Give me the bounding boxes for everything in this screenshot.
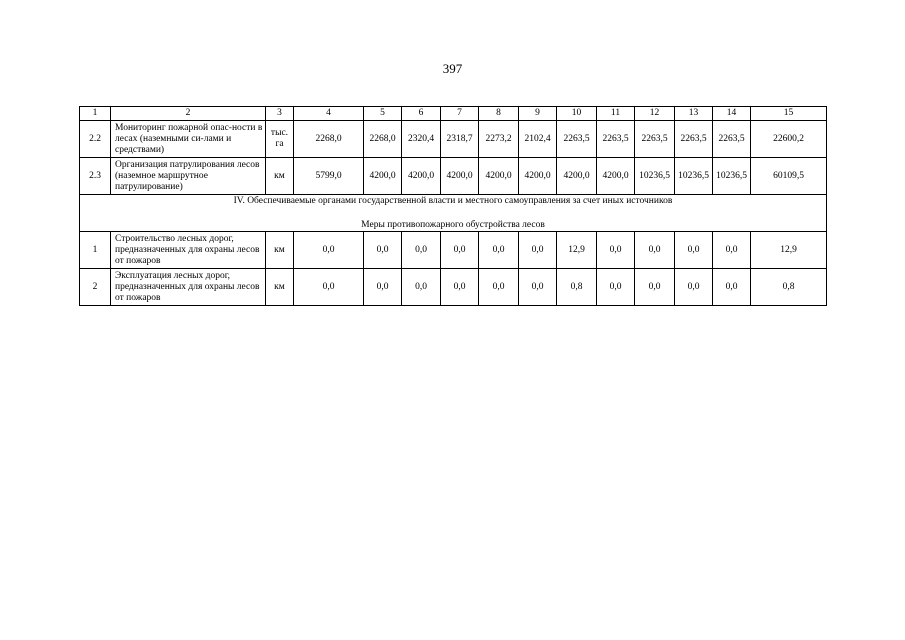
value-cell: 0,0 xyxy=(675,232,713,269)
header-cell: 12 xyxy=(635,107,675,121)
value-cell: 0,8 xyxy=(557,269,597,306)
value-cell: 0,0 xyxy=(364,232,402,269)
value-cell: 12,9 xyxy=(557,232,597,269)
row-unit: км xyxy=(266,158,294,195)
row-unit: тыс. га xyxy=(266,121,294,158)
value-cell: 4200,0 xyxy=(557,158,597,195)
value-cell: 0,0 xyxy=(597,232,635,269)
value-cell: 4200,0 xyxy=(597,158,635,195)
header-cell: 1 xyxy=(80,107,111,121)
value-cell: 0,0 xyxy=(597,269,635,306)
header-cell: 9 xyxy=(519,107,557,121)
header-cell: 6 xyxy=(402,107,441,121)
value-cell: 0,0 xyxy=(402,269,441,306)
value-cell: 0,0 xyxy=(441,269,479,306)
value-cell: 2320,4 xyxy=(402,121,441,158)
row-unit: км xyxy=(266,269,294,306)
value-cell: 10236,5 xyxy=(675,158,713,195)
value-cell: 0,0 xyxy=(294,269,364,306)
row-number: 2.2 xyxy=(80,121,111,158)
value-cell: 5799,0 xyxy=(294,158,364,195)
header-cell: 2 xyxy=(111,107,266,121)
value-cell: 0,0 xyxy=(519,232,557,269)
section-cell xyxy=(80,195,827,232)
header-cell: 7 xyxy=(441,107,479,121)
value-cell: 2263,5 xyxy=(597,121,635,158)
value-cell: 4200,0 xyxy=(364,158,402,195)
subsection-title: Меры противопожарного обустройства лесов xyxy=(361,220,545,230)
header-cell: 13 xyxy=(675,107,713,121)
value-cell: 12,9 xyxy=(751,232,827,269)
value-cell: 0,0 xyxy=(479,232,519,269)
table-row xyxy=(80,232,827,269)
value-cell: 0,0 xyxy=(635,269,675,306)
value-cell: 0,0 xyxy=(364,269,402,306)
header-cell: 4 xyxy=(294,107,364,121)
value-cell: 10236,5 xyxy=(713,158,751,195)
value-cell: 2263,5 xyxy=(713,121,751,158)
header-cell: 11 xyxy=(597,107,635,121)
value-cell: 0,0 xyxy=(635,232,675,269)
value-cell: 0,0 xyxy=(713,232,751,269)
table-row xyxy=(80,121,827,158)
header-cell: 14 xyxy=(713,107,751,121)
value-cell: 2268,0 xyxy=(294,121,364,158)
section-title: IV. Обеспечиваемые органами государственной власти и местного самоуправления за счет иных источников xyxy=(233,196,673,206)
page-number: 397 xyxy=(442,61,463,76)
table-row xyxy=(80,269,827,306)
value-cell: 4200,0 xyxy=(479,158,519,195)
value-cell: 4200,0 xyxy=(402,158,441,195)
row-unit: км xyxy=(266,232,294,269)
header-cell: 3 xyxy=(266,107,294,121)
header-cell: 5 xyxy=(364,107,402,121)
value-cell: 22600,2 xyxy=(751,121,827,158)
value-cell: 2263,5 xyxy=(675,121,713,158)
value-cell: 2102,4 xyxy=(519,121,557,158)
table-header-row xyxy=(80,107,827,121)
value-cell: 0,0 xyxy=(441,232,479,269)
value-cell: 2268,0 xyxy=(364,121,402,158)
row-number: 1 xyxy=(80,232,111,269)
value-cell: 0,0 xyxy=(713,269,751,306)
row-number: 2 xyxy=(80,269,111,306)
data-table xyxy=(79,106,827,306)
value-cell: 0,8 xyxy=(751,269,827,306)
row-name: Строительство лесных дорог, предназначенных для охраны лесов от пожаров xyxy=(111,232,266,269)
value-cell: 0,0 xyxy=(402,232,441,269)
value-cell: 4200,0 xyxy=(441,158,479,195)
row-name: Организация патрулирования лесов (наземное маршрутное патрулирование) xyxy=(111,158,266,195)
table-row xyxy=(80,158,827,195)
value-cell: 0,0 xyxy=(294,232,364,269)
row-name: Мониторинг пожарной опас-ности в лесах (наземными си-лами и средствами) xyxy=(111,121,266,158)
value-cell: 0,0 xyxy=(519,269,557,306)
value-cell: 2318,7 xyxy=(441,121,479,158)
row-name: Эксплуатация лесных дорог, предназначенных для охраны лесов от пожаров xyxy=(111,269,266,306)
row-number: 2.3 xyxy=(80,158,111,195)
value-cell: 10236,5 xyxy=(635,158,675,195)
value-cell: 2273,2 xyxy=(479,121,519,158)
header-cell: 10 xyxy=(557,107,597,121)
value-cell: 4200,0 xyxy=(519,158,557,195)
value-cell: 60109,5 xyxy=(751,158,827,195)
section-row xyxy=(80,195,827,232)
value-cell: 2263,5 xyxy=(557,121,597,158)
value-cell: 0,0 xyxy=(479,269,519,306)
value-cell: 2263,5 xyxy=(635,121,675,158)
value-cell: 0,0 xyxy=(675,269,713,306)
header-cell: 8 xyxy=(479,107,519,121)
header-cell: 15 xyxy=(751,107,827,121)
